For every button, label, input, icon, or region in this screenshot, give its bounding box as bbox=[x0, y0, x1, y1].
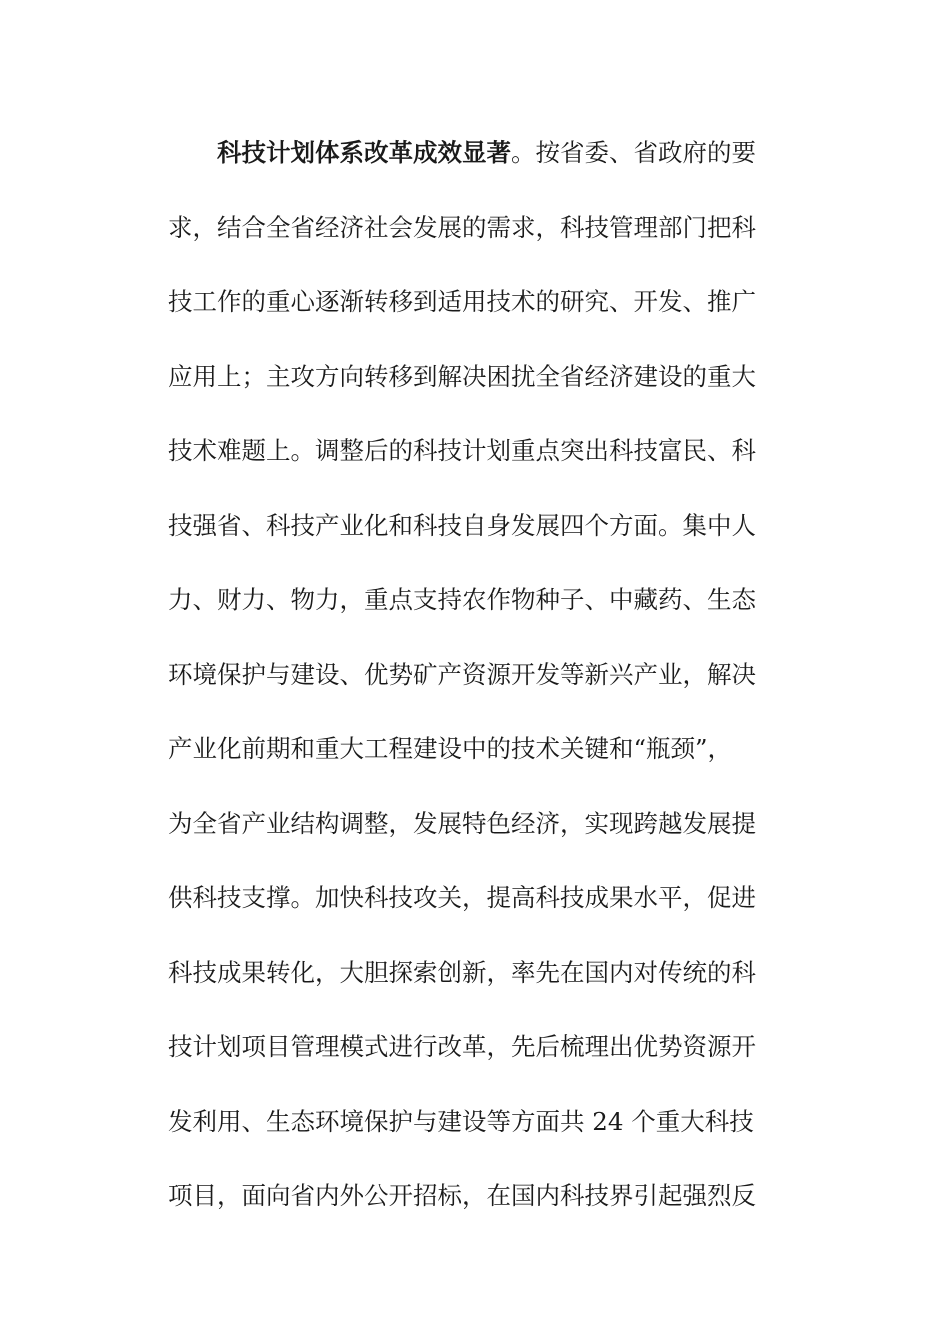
line-text: 。按省委、省政府的要 bbox=[511, 138, 756, 167]
paragraph-line-12: 科技成果转化，大胆探索创新，率先在国内对传统的科 bbox=[168, 957, 756, 987]
paragraph-line-10: 为全省产业结构调整，发展特色经济，实现跨越发展提 bbox=[168, 808, 756, 838]
paragraph-line-7: 力、财力、物力，重点支持农作物种子、中藏药、生态 bbox=[168, 585, 756, 614]
paragraph-line-9: 产业化前期和重大工程建设中的技术关键和“瓶颈”， bbox=[168, 734, 733, 763]
paragraph-line-13: 技计划项目管理模式进行改革，先后梳理出优势资源开 bbox=[168, 1032, 756, 1061]
paragraph-line-15: 项目，面向省内外公开招标，在国内科技界引起强烈反 bbox=[168, 1181, 756, 1210]
paragraph-line-5: 技术难题上。调整后的科技计划重点突出科技富民、科 bbox=[168, 436, 756, 465]
paragraph-line-14: 发利用、生态环境保护与建设等方面共 24 个重大科技 bbox=[168, 1106, 754, 1136]
paragraph-line-8: 环境保护与建设、优势矿产资源开发等新兴产业，解决 bbox=[168, 659, 756, 689]
paragraph-line-11: 供科技支撑。加快科技攻关，提高科技成果水平，促进 bbox=[168, 883, 756, 912]
paragraph-line-2: 求，结合全省经济社会发展的需求，科技管理部门把科 bbox=[168, 212, 756, 242]
body-paragraph bbox=[168, 116, 788, 1234]
paragraph-heading: 科技计划体系改革成效显著 bbox=[217, 138, 511, 167]
paragraph-line-6: 技强省、科技产业化和科技自身发展四个方面。集中人 bbox=[168, 510, 756, 540]
paragraph-line-3: 技工作的重心逐渐转移到适用技术的研究、开发、推广 bbox=[168, 287, 756, 316]
paragraph-line-4: 应用上；主攻方向转移到解决困扰全省经济建设的重大 bbox=[168, 361, 756, 391]
paragraph-line-1 bbox=[168, 116, 788, 191]
